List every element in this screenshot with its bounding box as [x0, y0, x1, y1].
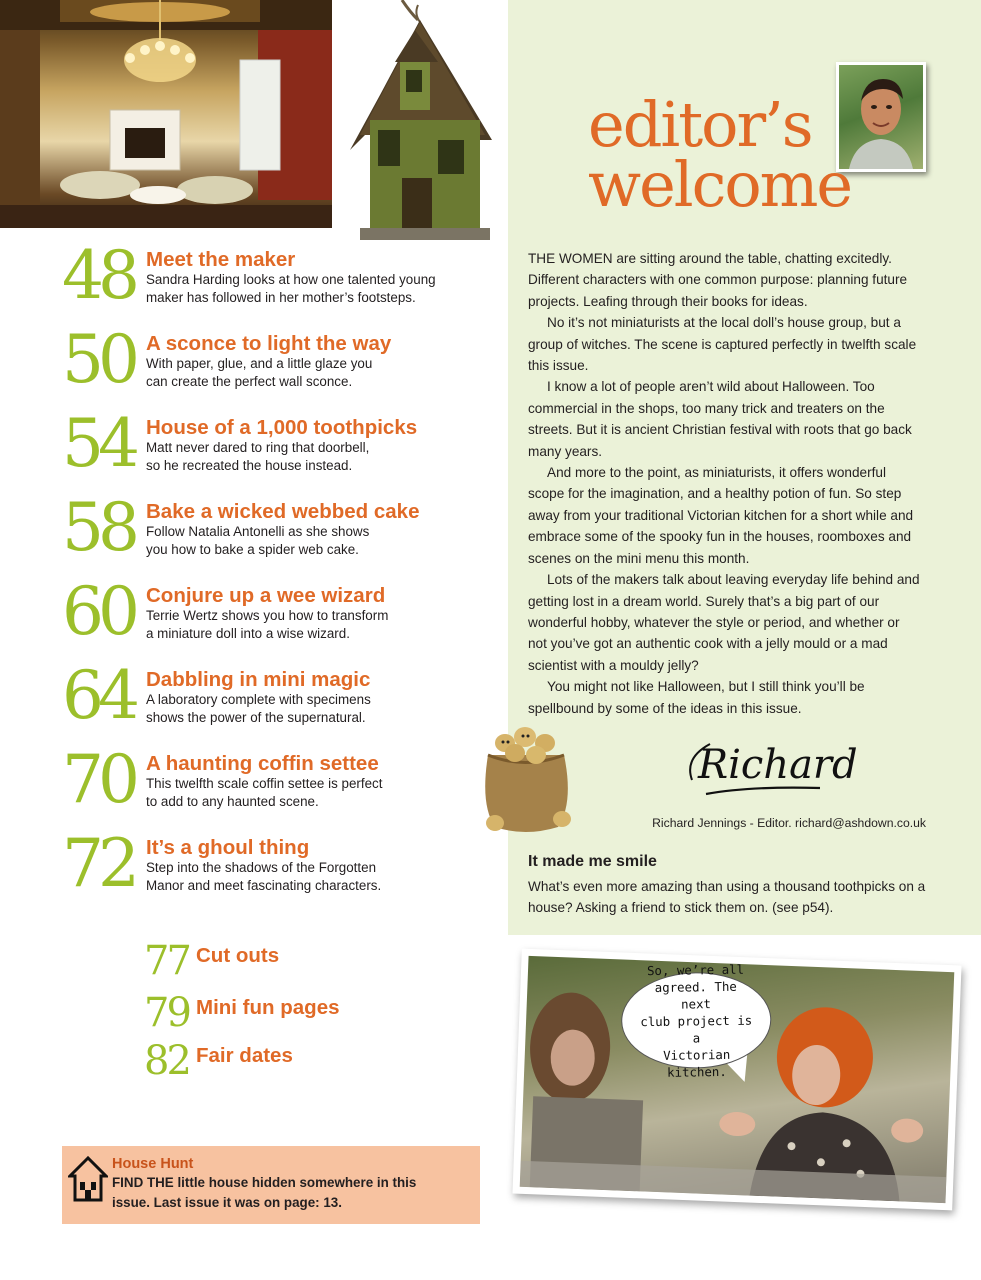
article-title: It’s a ghoul thing [146, 836, 310, 859]
contents-item[interactable] [62, 825, 502, 906]
contents-item[interactable] [62, 489, 502, 570]
article-title: A haunting coffin settee [146, 752, 379, 775]
witches-scene-image [520, 956, 955, 1203]
witches-scene-photo [512, 949, 961, 1211]
desc-line: Manor and meet fascinating characters. [146, 878, 382, 893]
bubble-line: So, we’re all [646, 961, 745, 978]
article-description [146, 775, 466, 811]
contents-item[interactable] [62, 741, 502, 822]
article-title: Bake a wicked webbed cake [146, 500, 420, 523]
house-icon [68, 1156, 108, 1202]
desc-line: shows the power of the supernatural. [146, 710, 366, 725]
extras-title: Mini fun pages [196, 996, 340, 1019]
page-number: 58 [62, 489, 134, 566]
desc-line: Follow Natalia Antonelli as she shows [146, 524, 370, 539]
desc-line: a miniature doll into a wise wizard. [146, 626, 350, 641]
title-line-2: welcome [588, 148, 852, 221]
page-number: 64 [62, 657, 134, 734]
house-hunt-title: House Hunt [112, 1156, 194, 1172]
desc-line: to add to any haunted scene. [146, 794, 319, 809]
page-number: 48 [62, 237, 134, 314]
article-description [146, 523, 466, 559]
editorial-paragraph: And more to the point, as miniaturists, it offers wonderful scope for the imagination, and a healthy potion of fun. So step away from your traditional Victorian kitchen for a short while and embrace some of the spooky fun in the houses, roomboxes and scenes on the mini menu this month. [528, 465, 914, 566]
desc-line: so he recreated the house instead. [146, 458, 353, 473]
made-me-smile-title: It made me smile [528, 853, 657, 870]
page-number: 77 [144, 938, 189, 984]
desc-line: A laboratory complete with specimens [146, 692, 371, 707]
page-number: 82 [144, 1038, 189, 1084]
contents-item[interactable] [62, 321, 502, 402]
editorial-paragraph: No it’s not miniaturists at the local doll’s house group, but a group of witches. The scene is captured perfectly in twelfth scale this issue. [528, 315, 917, 374]
desc-line: can create the perfect wall sconce. [146, 374, 353, 389]
editors-welcome-title [588, 88, 888, 221]
editorial-paragraph: You might not like Halloween, but I still think you’ll be spellbound by some of the ideas in this issue. [528, 679, 865, 716]
article-description [146, 607, 466, 643]
bubble-line: Victorian kitchen. [663, 1046, 731, 1080]
speech-bubble [621, 961, 772, 1080]
desc-line: maker has followed in her mother’s footsteps. [146, 290, 416, 305]
signature-text: Richard [698, 742, 858, 788]
house-hunt-box [62, 1146, 480, 1224]
desc-line: This twelfth scale coffin settee is perfect [146, 776, 383, 791]
article-title: Conjure up a wee wizard [146, 584, 386, 607]
article-description [146, 691, 466, 727]
editorial-text [528, 248, 920, 719]
extras-item[interactable] [144, 1040, 444, 1084]
desc-line: Sandra Harding looks at how one talented young [146, 272, 436, 287]
desc-line: Step into the shadows of the Forgotten [146, 860, 377, 875]
made-me-smile-text: What’s even more amazing than using a thousand toothpicks on a house? Asking a friend to stick them on. (see p54). [528, 879, 926, 916]
desc-line: Matt never dared to ring that doorbell, [146, 440, 370, 455]
extras-title: Fair dates [196, 1044, 293, 1067]
article-title: A sconce to light the way [146, 332, 392, 355]
contents-item[interactable] [62, 573, 502, 654]
house-hunt-text [112, 1173, 470, 1213]
contents-item[interactable] [62, 405, 502, 486]
article-description [146, 439, 466, 475]
article-description [146, 355, 466, 391]
desc-line: you how to bake a spider web cake. [146, 542, 359, 557]
page-number: 50 [62, 321, 134, 398]
article-title: Meet the maker [146, 248, 296, 271]
editor-signature [670, 728, 860, 808]
page-number: 60 [62, 573, 134, 650]
extras-item[interactable] [144, 992, 444, 1036]
page-number: 72 [62, 825, 134, 902]
house-hunt-line: issue. Last issue it was on page: 13. [112, 1195, 342, 1210]
editorial-paragraph: THE WOMEN are sitting around the table, chatting excitedly. Different characters with one common purpose: planning future projects. Leafing through their books for ideas. [528, 251, 908, 309]
desc-line: Terrie Wertz shows you how to transform [146, 608, 389, 623]
contents-item[interactable] [62, 237, 502, 318]
editorial-paragraph: I know a lot of people aren’t wild about Halloween. Too commercial in the shops, too many trick and treaters on the streets. But it is ancient Christian festival with roots that go back many years. [528, 379, 912, 459]
article-description [146, 859, 466, 895]
extras-title: Cut outs [196, 944, 280, 967]
extras-item[interactable] [144, 940, 444, 984]
title-line-1: editor’s [588, 88, 812, 161]
bubble-line: agreed. The next [654, 978, 737, 1012]
room-photo [0, 0, 332, 228]
bubble-line: club project is a [640, 1012, 753, 1045]
desc-line: With paper, glue, and a little glaze you [146, 356, 373, 371]
house-hunt-line: FIND THE little house hidden somewhere in this [112, 1175, 417, 1190]
page-number: 79 [144, 990, 189, 1036]
page-number: 54 [62, 405, 134, 482]
editor-credit: Richard Jennings - Editor. richard@ashdown.co.uk [652, 816, 926, 830]
witch-house-photo [340, 0, 510, 245]
page-number: 70 [62, 741, 134, 818]
article-title: Dabbling in mini magic [146, 668, 371, 691]
editorial-paragraph: Lots of the makers talk about leaving everyday life behind and getting lost in a dream world. Surely that’s a big part of our wonderful hobby, whatever the style or period, and whether or not you’ve got an authentic cook with a jelly mould or a mad scientist with a mouldy jelly? [528, 572, 920, 673]
contents-item[interactable] [62, 657, 502, 738]
article-title: House of a 1,000 toothpicks [146, 416, 418, 439]
article-description [146, 271, 466, 307]
